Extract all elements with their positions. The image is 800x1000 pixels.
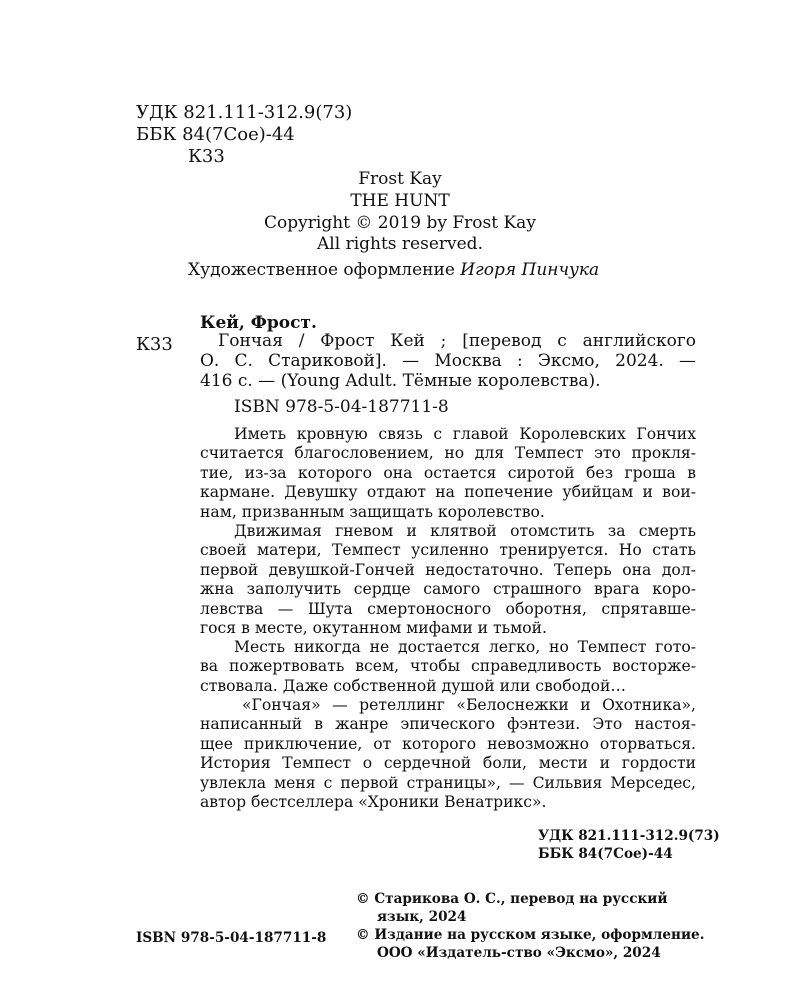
annotation-line: История Темпест о сердечной боли, мести и гордости [200, 754, 696, 773]
record-line-3: 416 с. — (Young Adult. Тёмные королевства). [200, 371, 601, 391]
author-sign: К33 [188, 146, 225, 167]
annotation-line: тие, из-за которого она остается сиротой без гроша в [200, 463, 696, 482]
copyright-line: Copyright © 2019 by Frost Kay [264, 213, 536, 233]
rights-line: All rights reserved. [317, 234, 483, 254]
annotation-paragraph-3 [200, 638, 696, 696]
annotation-line: Движимая гневом и клятвой отомстить за смерть [234, 522, 696, 540]
annotation-line: автор бестселлера «Хроники Венатрикс». [200, 793, 547, 812]
annotation-paragraph-2 [200, 522, 696, 638]
art-artist: Игоря Пинчука [460, 260, 600, 280]
annotation-line: увлекла меня с первой страницы», — Сильвия Мерседес, [200, 773, 696, 792]
classification-bbk: ББК 84(7Сое)-44 [538, 846, 673, 862]
translation-copyright-year: язык, 2024 [377, 909, 467, 925]
annotation-paragraph-1 [200, 425, 696, 522]
annotation-line: нам, призванным защищать королевство. [200, 502, 545, 521]
footer-isbn: ISBN 978-5-04-187711-8 [136, 930, 327, 946]
annotation-line: жна заполучить сердце самого страшного врага коро- [200, 580, 696, 599]
annotation-line: левства — Шута смертоносного оборотня, спрятавше- [200, 599, 696, 618]
annotation-line: ствовала. Даже собственной душой или свободой… [200, 676, 626, 695]
translation-copyright: © Старикова О. С., перевод на русский [356, 891, 668, 907]
udk-code: УДК 821.111-312.9(73) [136, 102, 353, 123]
edition-copyright: © Издание на русском языке, оформление. [356, 927, 705, 943]
annotation-line: гося в месте, окутанном мифами и тьмой. [200, 619, 548, 638]
art-label: Художественное оформление [188, 260, 455, 280]
record-code: К33 [136, 334, 173, 355]
record-line-1: Гончая / Фрост Кей ; [перевод с английского [218, 331, 696, 351]
record-author-heading: Кей, Фрост. [200, 313, 317, 333]
classification-udk: УДК 821.111-312.9(73) [538, 828, 720, 844]
annotation-line: Иметь кровную связь с главой Королевских Гончих [234, 425, 696, 443]
bbk-code: ББК 84(7Сое)-44 [136, 124, 295, 145]
record-line-2: О. С. Стариковой]. — Москва : Эксмо, 2024. — [200, 351, 696, 371]
annotation-line: кармане. Девушку отдают на попечение убийцам и вои- [200, 483, 696, 502]
annotation-line: первой девушкой-Гончей недостаточно. Теперь она дол- [200, 560, 696, 579]
annotation-line: щее приключение, от которого невозможно оторваться. [200, 734, 696, 753]
publisher-copyright: ООО «Издатель-ство «Эксмо», 2024 [377, 945, 661, 961]
annotation-line: своей матери, Темпест усиленно тренируется. Но стать [200, 541, 696, 560]
annotation-line: написанный в жанре эпического фэнтези. Это настоя- [200, 715, 696, 734]
annotation-quote [200, 696, 696, 812]
annotation-line: Месть никогда не достается легко, но Темпест гото- [234, 638, 696, 656]
annotation-line: считается благословением, но для Темпест это прокля- [200, 444, 696, 463]
record-isbn: ISBN 978-5-04-187711-8 [234, 397, 449, 417]
annotation-line: «Гончая» — ретеллинг «Белоснежки и Охотника», [242, 696, 696, 714]
original-author: Frost Kay [358, 169, 442, 189]
original-title: THE HUNT [350, 191, 450, 211]
art-credit [188, 262, 599, 279]
annotation-line: ва пожертвовать всем, чтобы справедливость восторже- [200, 657, 696, 676]
